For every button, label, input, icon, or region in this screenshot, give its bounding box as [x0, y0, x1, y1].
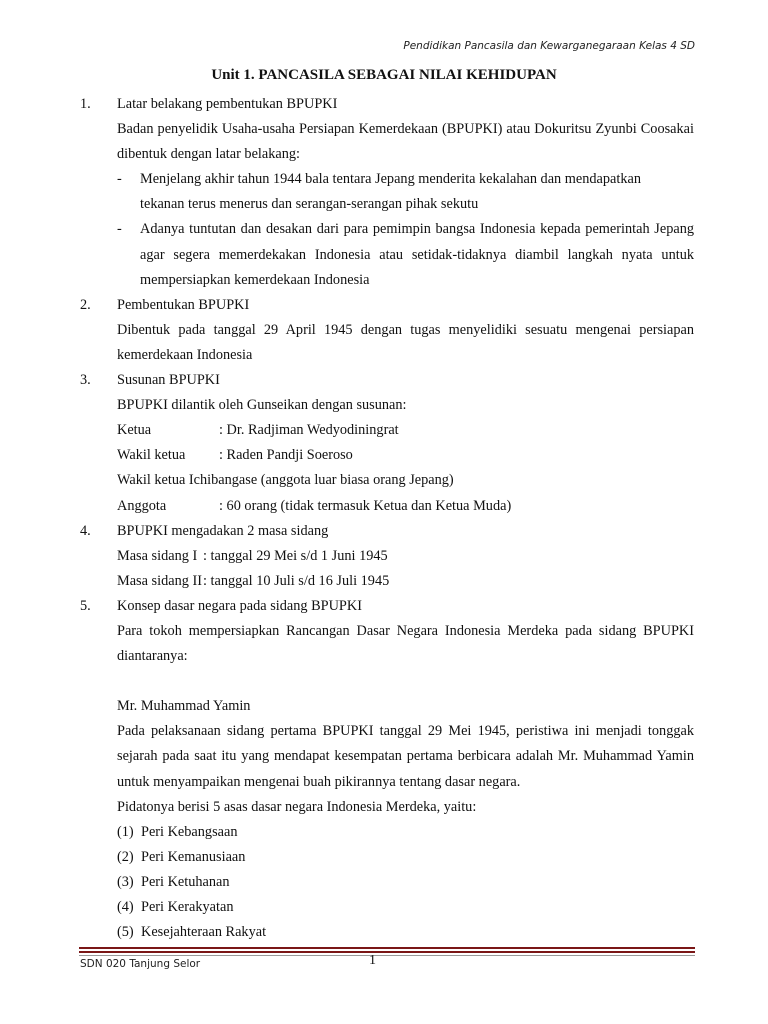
- footer-school: SDN 020 Tanjung Selor: [80, 958, 201, 970]
- bullet-item: [117, 167, 694, 217]
- wakil-ketua-label: Wakil ketua: [117, 447, 186, 464]
- list-item: [117, 845, 694, 870]
- masa-sidang-2-label: Masa sidang II: [117, 572, 202, 589]
- bullet-line: tekanan terus menerus dan serangan-serangan pihak sekutu: [140, 196, 479, 213]
- list-number: (4): [117, 899, 134, 915]
- section-intro: BPUPKI dilantik oleh Gunseikan dengan susunan:: [117, 397, 407, 414]
- masa-sidang-1-label: Masa sidang I: [117, 547, 198, 564]
- masa-sidang-2-value: : tanggal 10 Juli s/d 16 Juli 1945: [203, 572, 390, 589]
- list-text: Peri Kebangsaan: [141, 823, 238, 840]
- anggota-row: [117, 494, 694, 519]
- section-paragraph: Dibentuk pada tanggal 29 April 1945 dengan tugas menyelidiki sesuatu mengenai persiapan kemerdekaan Indonesia: [117, 321, 694, 363]
- section-number: 2.: [80, 296, 91, 313]
- section-paragraph: Pada pelaksanaan sidang pertama BPUPKI tanggal 29 Mei 1945, peristiwa ini menjadi tonggak sejarah pada saat itu yang mendapat kesempatan pertama berbicara adalah Mr. Muhammad Yamin untuk menyampaikan mengenai buah pikirannya tentang dasar negara.: [117, 723, 694, 790]
- list-text: Peri Ketuhanan: [141, 873, 230, 890]
- bullet-text: Adanya tuntutan dan desakan dari para pemimpin bangsa Indonesia kepada pemerintah Jepang agar segera memerdekakan Indonesia atau setidak-tidaknya diambil langkah nyata untuk mempersiapkan kemerdekaan Indonesia: [140, 221, 694, 288]
- list-number: (1): [117, 823, 134, 840]
- ketua-value: : Dr. Radjiman Wedyodiningrat: [219, 422, 399, 439]
- list-item: [117, 870, 694, 895]
- bullet-mark: -: [117, 171, 122, 188]
- bullet-line: Menjelang akhir tahun 1944 bala tentara Jepang menderita kekalahan dan mendapatkan: [140, 171, 641, 188]
- section-number: 4.: [80, 522, 91, 539]
- wakil-ketua-row: [117, 443, 694, 468]
- list-number: (5): [117, 924, 134, 941]
- section-paragraph: Para tokoh mempersiapkan Rancangan Dasar Negara Indonesia Merdeka pada sidang BPUPKI diantaranya:: [117, 622, 694, 665]
- wakil-ketua-value: : Raden Pandji Soeroso: [219, 447, 353, 464]
- section-3: [80, 368, 694, 519]
- bullet-item: [117, 217, 694, 292]
- footer-rule: [79, 955, 695, 956]
- list-text: Kesejahteraan Rakyat: [141, 924, 267, 941]
- ketua-row: [117, 418, 694, 443]
- footer-rule: [79, 951, 695, 953]
- section-1: [80, 92, 694, 293]
- masa-sidang-1-row: [117, 544, 694, 569]
- section-paragraph: Badan penyelidik Usaha-usaha Persiapan Kemerdekaan (BPUPKI) atau Dokuritsu Zyunbi Coosakai dibentuk dengan latar belakang:: [117, 121, 694, 163]
- list-number: (3): [117, 873, 134, 890]
- person-name: Mr. Muhammad Yamin: [117, 698, 251, 715]
- masa-sidang-2-row: [117, 569, 694, 594]
- section-number: 1.: [80, 96, 91, 112]
- section-number: 5.: [80, 597, 91, 614]
- section-heading: Pembentukan BPUPKI: [117, 296, 250, 313]
- anggota-value: : 60 orang (tidak termasuk Ketua dan Ketua Muda): [219, 497, 512, 514]
- section-number: 3.: [80, 372, 91, 389]
- document-body: [80, 92, 694, 945]
- section-paragraph: Pidatonya berisi 5 asas dasar negara Indonesia Merdeka, yaitu:: [117, 798, 477, 815]
- footer-rule: [79, 947, 695, 949]
- list-number: (2): [117, 848, 134, 865]
- list-text: Peri Kemanusiaan: [141, 848, 246, 865]
- list-item: [117, 920, 694, 945]
- spacer: [117, 669, 694, 694]
- list-item: [117, 820, 694, 845]
- page-title: Unit 1. PANCASILA SEBAGAI NILAI KEHIDUPAN: [211, 67, 557, 83]
- section-2: [80, 293, 694, 368]
- section-heading: Latar belakang pembentukan BPUPKI: [117, 96, 338, 112]
- list-text: Peri Kerakyatan: [141, 899, 234, 915]
- bullet-mark: -: [117, 221, 122, 238]
- wakil-ketua-2: Wakil ketua Ichibangase (anggota luar biasa orang Jepang): [117, 472, 454, 489]
- section-heading: BPUPKI mengadakan 2 masa sidang: [117, 522, 329, 539]
- ketua-label: Ketua: [117, 422, 152, 439]
- masa-sidang-1-value: : tanggal 29 Mei s/d 1 Juni 1945: [203, 547, 388, 564]
- section-4: [80, 519, 694, 594]
- page-header: Pendidikan Pancasila dan Kewarganegaraan Kelas 4 SD: [403, 40, 695, 52]
- section-heading: Susunan BPUPKI: [117, 372, 220, 389]
- page-number: 1: [369, 953, 376, 968]
- section-heading: Konsep dasar negara pada sidang BPUPKI: [117, 597, 362, 614]
- list-item: [117, 895, 694, 920]
- anggota-label: Anggota: [117, 497, 167, 514]
- section-5: [80, 594, 694, 945]
